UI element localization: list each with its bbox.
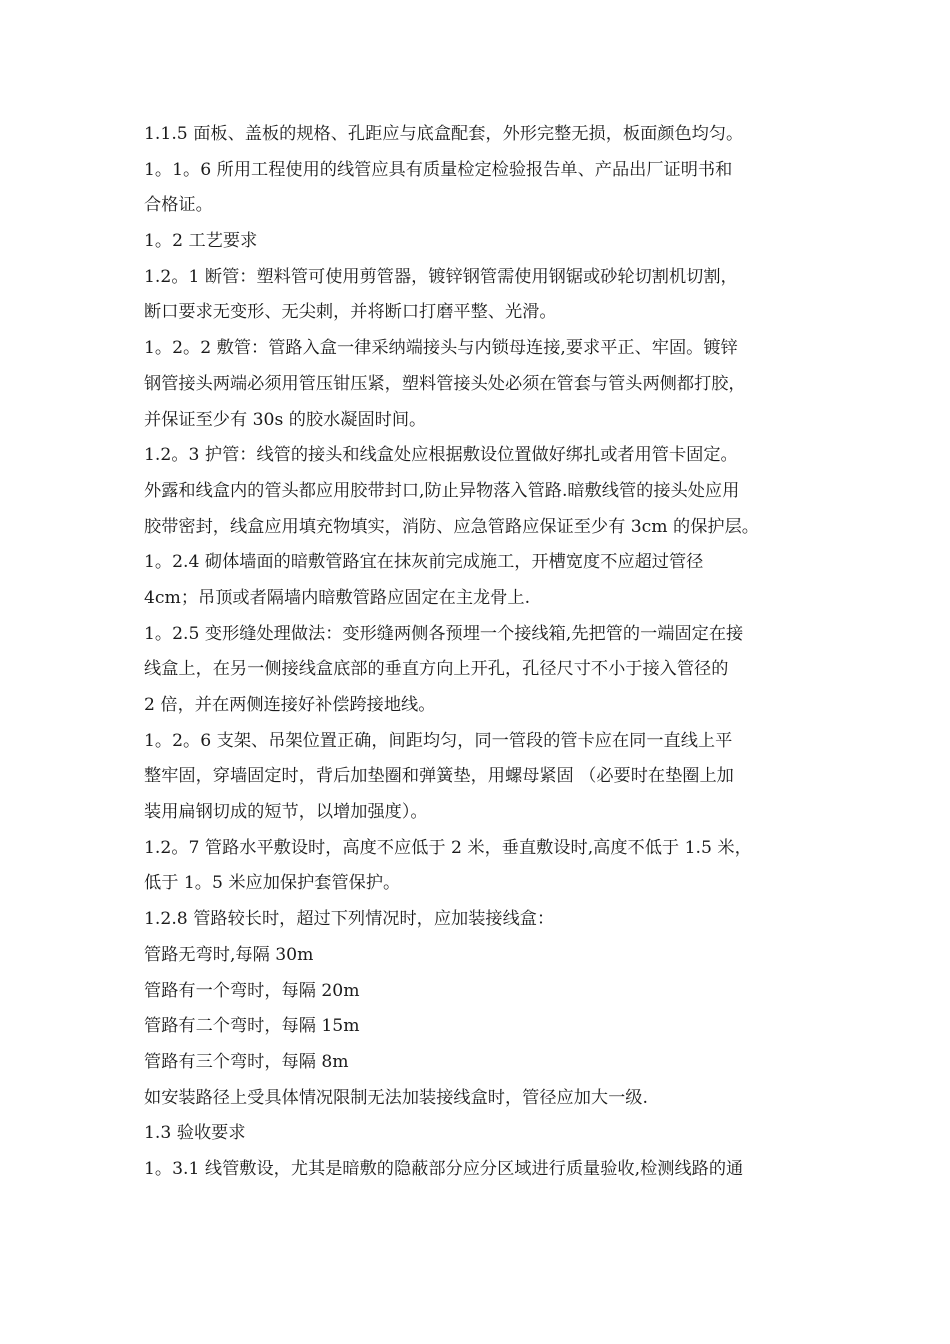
text-line: 1.1.5 面板、盖板的规格、孔距应与底盒配套，外形完整无损，板面颜色均匀。 [144, 124, 744, 144]
text-line: 1。1。6 所用工程使用的线管应具有质量检定检验报告单、产品出厂证明书和 [144, 159, 733, 180]
text-line: 断口要求无变形、无尖刺，并将断口打磨平整、光滑。 [144, 302, 557, 323]
text-line: 1。3.1 线管敷设，尤其是暗敷的隐蔽部分应分区域进行质量验收,检测线路的通 [144, 1158, 744, 1179]
text-line: 1.2。7 管路水平敷设时，高度不应低于 2 米，垂直敷设时,高度不低于 1.5 米， [144, 837, 752, 858]
list-item: 管路有一个弯时，每隔 20m [144, 980, 360, 1001]
text-line: 装用扁钢切成的短节，以增加强度）。 [144, 802, 428, 823]
text-line: 钢管接头两端必须用管压钳压紧，塑料管接头处必须在管套与管头两侧都打胶， [144, 373, 746, 394]
text-line: 如安装路径上受具体情况限制无法加装接线盒时，管径应加大一级. [144, 1087, 648, 1108]
text-line: 1.2。3 护管：线管的接头和线盒处应根据敷设位置做好绑扎或者用管卡固定。 [144, 445, 738, 466]
document-body [144, 117, 814, 1188]
text-line: 线盒上，在另一侧接线盒底部的垂直方向上开孔，孔径尺寸不小于接入管径的 [144, 659, 729, 680]
section-heading: 1.3 验收要求 [144, 1123, 246, 1144]
text-line: 4cm；吊顶或者隔墙内暗敷管路应固定在主龙骨上. [144, 587, 531, 608]
text-line: 并保证至少有 30s 的胶水凝固时间。 [144, 409, 427, 430]
text-line: 整牢固，穿墙固定时，背后加垫圈和弹簧垫，用螺母紧固 （必要时在垫圈上加 [144, 766, 734, 787]
text-line: 1。2。6 支架、吊架位置正确，间距均匀，同一管段的管卡应在同一直线上平 [144, 730, 733, 751]
section-heading: 1。2 工艺要求 [144, 231, 258, 252]
text-line: 胶带密封，线盒应用填充物填实，消防、应急管路应保证至少有 3cm 的保护层。 [144, 516, 759, 537]
text-line: 1.2。1 断管：塑料管可使用剪管器，镀锌钢管需使用钢锯或砂轮切割机切割， [144, 266, 738, 287]
text-line: 1。2。2 敷管：管路入盒一律采纳端接头与内锁母连接,要求平正、牢固。镀锌 [144, 338, 738, 359]
text-line: 合格证。 [144, 195, 213, 216]
text-line: 外露和线盒内的管头都应用胶带封口,防止异物落入管路.暗敷线管的接头处应用 [144, 480, 740, 501]
text-line: 1。2.5 变形缝处理做法：变形缝两侧各预埋一个接线箱,先把管的一端固定在接 [144, 623, 744, 644]
text-line: 2 倍，并在两侧连接好补偿跨接地线。 [144, 695, 436, 715]
text-line: 低于 1。5 米应加保护套管保护。 [144, 873, 401, 894]
list-item: 管路有二个弯时，每隔 15m [144, 1016, 360, 1037]
list-item: 管路有三个弯时，每隔 8m [144, 1051, 349, 1072]
text-line: 1.2.8 管路较长时，超过下列情况时，应加装接线盒： [144, 909, 555, 930]
text-line: 1。2.4 砌体墙面的暗敷管路宜在抹灰前完成施工，开槽宽度不应超过管径 [144, 552, 704, 573]
list-item: 管路无弯时,每隔 30m [144, 944, 314, 965]
